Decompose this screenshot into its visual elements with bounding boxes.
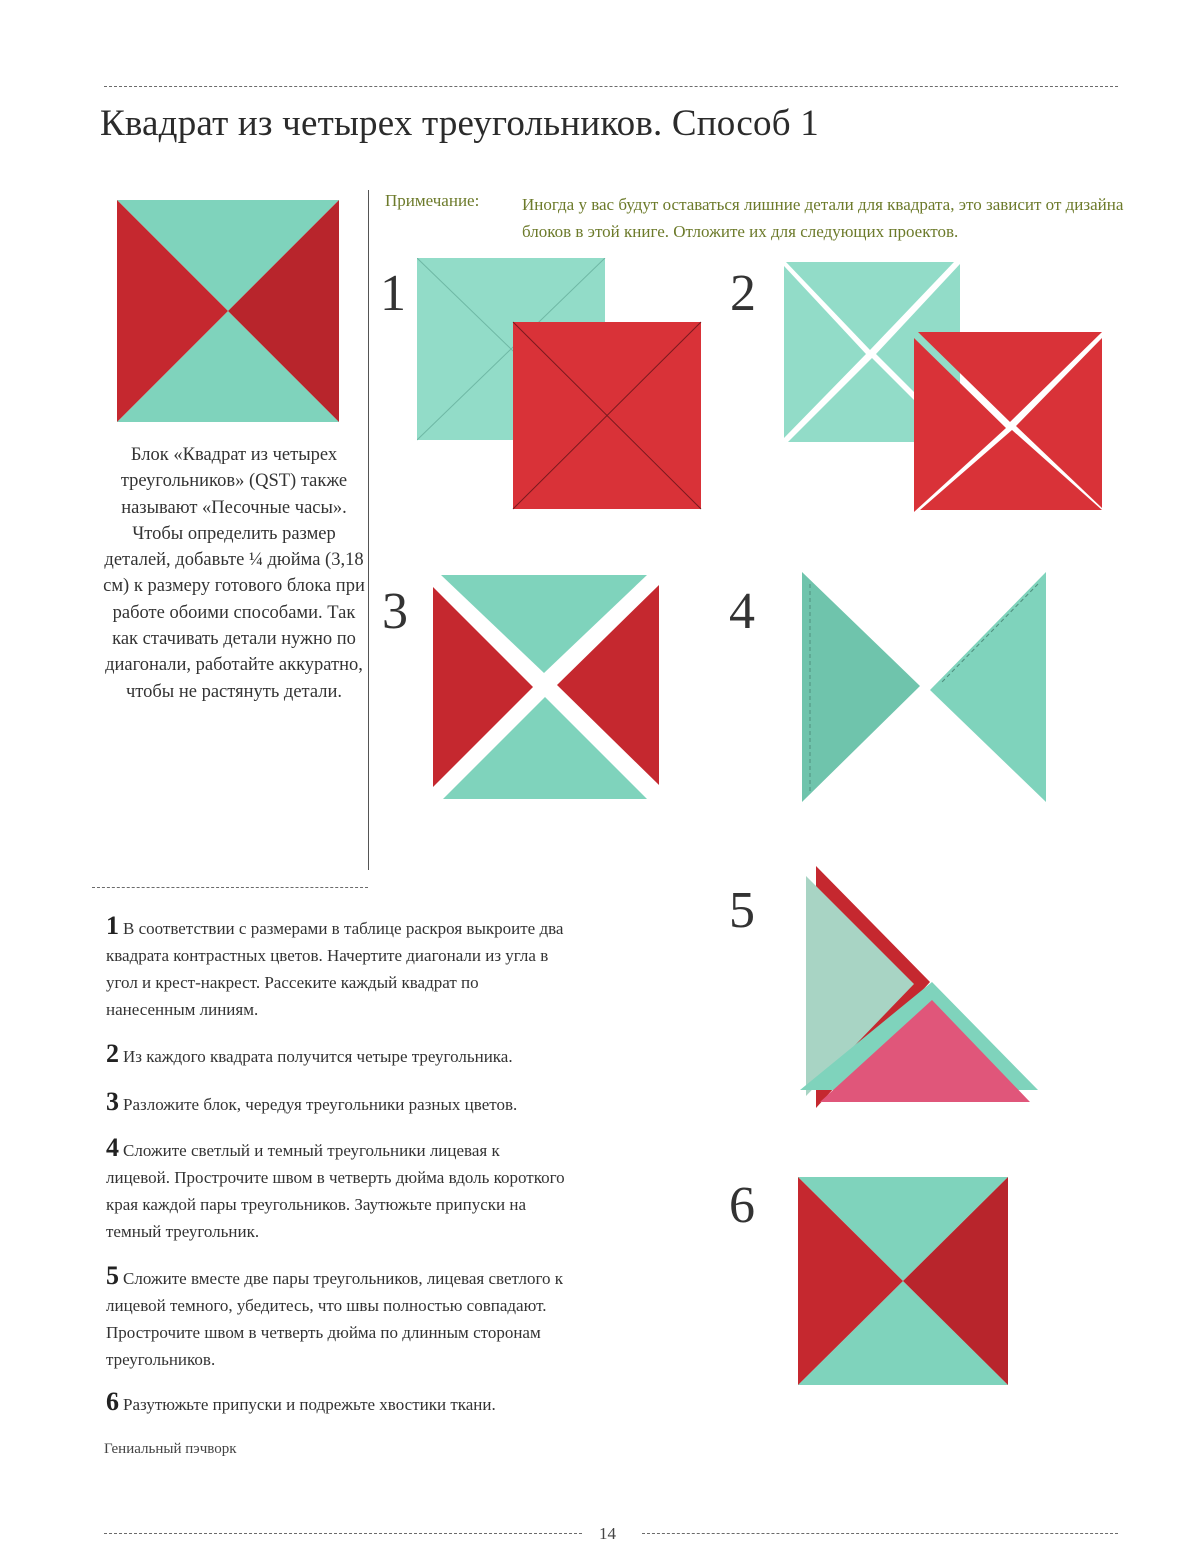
step-text: Сложите вместе две пары треугольников, лицевая светлого к лицевой темного, убедитесь, что швы полностью совпадают. Прострочите швом в четверть дюйма по длинным сторонам треугольников. <box>106 1269 564 1369</box>
figure-3-layout <box>433 573 663 803</box>
finished-block-image <box>117 200 339 422</box>
sidebar-divider <box>92 887 368 888</box>
footer-divider-right <box>642 1533 1118 1534</box>
step-number: 5 <box>106 1261 119 1290</box>
figure-4-sewn-pairs <box>800 570 1055 805</box>
figure-number-6: 6 <box>729 1177 755 1234</box>
note-label: Примечание: <box>385 191 480 210</box>
step-1 <box>106 912 566 1023</box>
footer-divider-left <box>104 1533 582 1534</box>
figure-number-3: 3 <box>382 583 408 640</box>
step-2 <box>106 1040 566 1070</box>
figure-2-cut-squares <box>780 258 1110 518</box>
step-6 <box>106 1388 566 1418</box>
figure-number-5: 5 <box>729 882 755 939</box>
step-number: 1 <box>106 911 119 940</box>
figure-number-1: 1 <box>380 265 406 322</box>
step-number: 6 <box>106 1387 119 1416</box>
figure-number-2: 2 <box>730 265 756 322</box>
figure-number-4: 4 <box>729 583 755 640</box>
sidebar-description: Блок «Квадрат из четырех треугольников» (QST) также называют «Песочные часы». Чтобы определить размер деталей, добавьте ¼ дюйма (3,18 см) к размеру готового блока при работе обоими способами. Так как стачивать детали нужно по диагонали, работайте аккуратно, чтобы не растянуть детали. <box>103 445 365 702</box>
step-number: 2 <box>106 1039 119 1068</box>
step-text: Сложите светлый и темный треугольники лицевая к лицевой. Прострочите швом в четверть дюйма вдоль короткого края каждой пары треугольников. Заутюжьте припуски на темный треугольник. <box>106 1141 565 1241</box>
step-5 <box>106 1262 566 1373</box>
top-divider <box>104 86 1118 87</box>
step-text: Из каждого квадрата получится четыре треугольника. <box>123 1047 513 1066</box>
step-number: 4 <box>106 1133 119 1162</box>
figure-1-two-squares <box>417 258 707 518</box>
step-text: В соответствии с размерами в таблице раскроя выкроите два квадрата контрастных цветов. Начертите диагонали из угла в угол и крест-накрест. Рассеките каждый квадрат по нанесенным линиям. <box>106 919 564 1019</box>
step-3 <box>106 1088 566 1118</box>
step-4 <box>106 1134 566 1245</box>
figure-6-finished-block <box>798 1177 1012 1387</box>
page-title: Квадрат из четырех треугольников. Способ 1 <box>100 103 819 144</box>
step-text: Разутюжьте припуски и подрежьте хвостики ткани. <box>123 1395 496 1414</box>
footer-book-title: Гениальный пэчворк <box>104 1441 237 1457</box>
step-text: Разложите блок, чередуя треугольники разных цветов. <box>123 1095 518 1114</box>
figure-5-joined-pairs <box>790 864 1045 1119</box>
note-text: Иногда у вас будут оставаться лишние детали для квадрата, это зависит от дизайна блоков в этой книге. Отложите их для следующих проектов. <box>522 195 1124 241</box>
step-number: 3 <box>106 1087 119 1116</box>
page-number: 14 <box>599 1524 616 1543</box>
